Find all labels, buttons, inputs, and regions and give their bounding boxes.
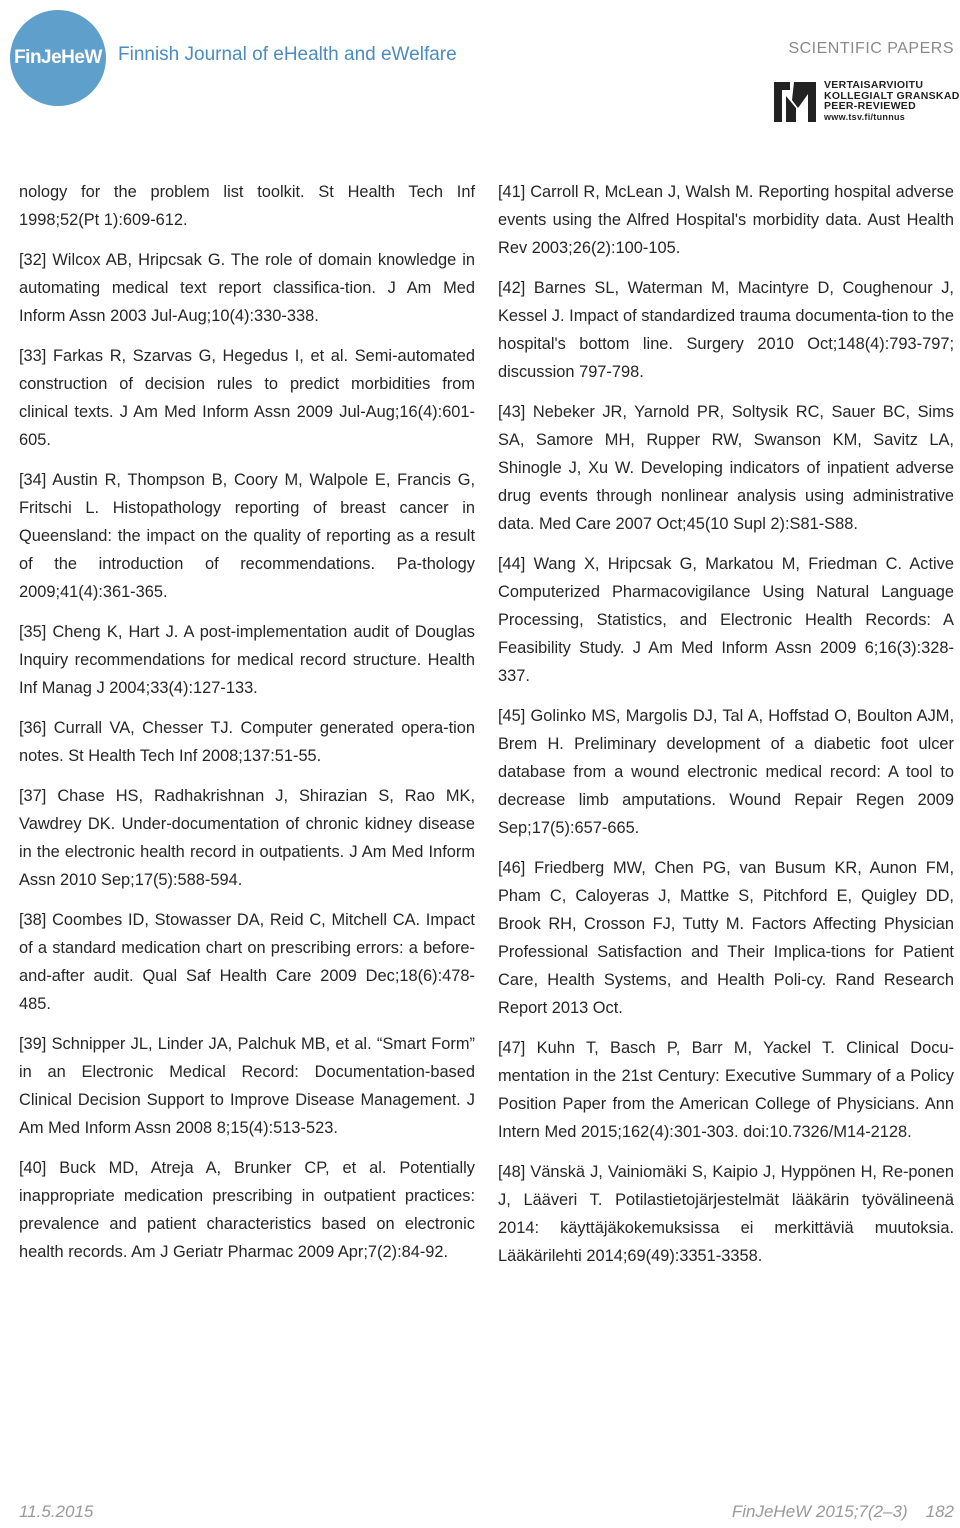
- reference-entry: [40] Buck MD, Atreja A, Brunker CP, et al. Potentially inappropriate medication prescribing in outpatient practices: prevalence and patient characteristics based on electronic health records. Am J Geriatr Pharmac 2009 Apr;7(2):84-92.: [19, 1159, 475, 1261]
- badge-text: [824, 80, 960, 122]
- badge-line-en: PEER-REVIEWED: [824, 100, 916, 113]
- footer-citation: FinJeHeW 2015;7(2–3): [731, 1502, 908, 1521]
- reference-entry: [35] Cheng K, Hart J. A post-implementation audit of Douglas Inquiry recommendations for medical record structure. Health Inf Manag J 2004;33(4):127-133.: [19, 623, 475, 697]
- reference-entry: [37] Chase HS, Radhakrishnan J, Shirazian S, Rao MK, Vawdrey DK. Under-documentation of chronic kidney disease in the electronic health record in outpatients. J Am Med Inform Assn 2010 Sep;17(5):588-594.: [19, 787, 475, 889]
- reference-entry: [33] Farkas R, Szarvas G, Hegedus I, et al. Semi-automated construction of decision rules to predict morbidities from clinical texts. J Am Med Inform Assn 2009 Jul-Aug;16(4):601-605.: [19, 347, 475, 449]
- badge-url: www.tsv.fi/tunnus: [824, 111, 906, 122]
- peer-review-logo-icon: [772, 78, 818, 124]
- reference-entry: [44] Wang X, Hripcsak G, Markatou M, Friedman C. Active Computerized Pharmacovigilance Using Natural Language Processing, Statistics, and Electronic Health Records: A Feasibility Study. J Am Med Inform Assn 2009 6;16(3):328-337.: [498, 555, 954, 685]
- journal-title: Finnish Journal of eHealth and eWelfare: [118, 44, 457, 65]
- reference-entry: [41] Carroll R, McLean J, Walsh M. Reporting hospital adverse events using the Alfred Hospital's morbidity data. Aust Health Rev 2003;26(2):100-105.: [498, 183, 954, 257]
- references-right-column: [498, 178, 954, 1282]
- badge-line-sv: KOLLEGIALT GRANSKAD: [824, 89, 960, 102]
- reference-entry: [47] Kuhn T, Basch P, Barr M, Yackel T. Clinical Docu-mentation in the 21st Century: Executive Summary of a Policy Position Paper from the American College of Physicians. Ann Intern Med 2015;162(4):301-303. doi:10.7326/M14-2128.: [498, 1039, 954, 1141]
- references-left-column: [19, 178, 475, 1278]
- reference-entry: [32] Wilcox AB, Hripcsak G. The role of domain knowledge in automating medical text report classifica-tion. J Am Med Inform Assn 2003 Jul-Aug;10(4):330-338.: [19, 251, 475, 325]
- badge-line-fi: VERTAISARVIOITU: [824, 79, 924, 91]
- footer-citation-block: [714, 1502, 954, 1522]
- footer-date: 11.5.2015: [19, 1502, 94, 1521]
- journal-logo: [10, 10, 106, 106]
- reference-entry: nology for the problem list toolkit. St Health Tech Inf 1998;52(Pt 1):609-612.: [19, 183, 475, 229]
- reference-entry: [36] Currall VA, Chesser TJ. Computer generated opera-tion notes. St Health Tech Inf 2008;137:51-55.: [19, 719, 475, 765]
- reference-entry: [45] Golinko MS, Margolis DJ, Tal A, Hoffstad O, Boulton AJM, Brem H. Preliminary development of a diabetic foot ulcer database from a wound electronic medical record: A tool to decrease limb amputations. Wound Repair Regen 2009 Sep;17(5):657-665.: [498, 707, 954, 837]
- reference-entry: [48] Vänskä J, Vainiomäki S, Kaipio J, Hyppönen H, Re-ponen J, Lääveri T. Potilastietojärjestelmät lääkärin työvälineenä 2014: käyttäjäkokemuksissa ei merkittäviä muutoksia. Lääkärilehti 2014;69(49):3351-3358.: [498, 1163, 954, 1265]
- reference-entry: [46] Friedberg MW, Chen PG, van Busum KR, Aunon FM, Pham C, Caloyeras J, Mattke S, Pitchford E, Quigley DD, Brook RH, Crosson FJ, Tutty M. Factors Affecting Physician Professional Satisfaction and Their Implica-tions for Patient Care, Health Systems, and Health Poli-cy. Rand Research Report 2013 Oct.: [498, 859, 954, 1017]
- logo-text: FinJeHeW: [14, 47, 102, 68]
- section-label: SCIENTIFIC PAPERS: [788, 40, 954, 57]
- reference-entry: [43] Nebeker JR, Yarnold PR, Soltysik RC, Sauer BC, Sims SA, Samore MH, Rupper RW, Swanson KM, Savitz LA, Shinogle J, Xu W. Developing indicators of inpatient adverse drug events through nonlinear analysis using administrative data. Med Care 2007 Oct;45(10 Supl 2):S81-S88.: [498, 403, 954, 533]
- peer-review-badge: [772, 78, 958, 126]
- page-number: 182: [925, 1502, 954, 1521]
- reference-entry: [34] Austin R, Thompson B, Coory M, Walpole E, Francis G, Fritschi L. Histopathology reporting of breast cancer in Queensland: the impact on the quality of reporting as a result of the introduction of recommendations. Pa-thology 2009;41(4):361-365.: [19, 471, 475, 601]
- reference-entry: [38] Coombes ID, Stowasser DA, Reid C, Mitchell CA. Impact of a standard medication chart on prescribing errors: a before-and-after audit. Qual Saf Health Care 2009 Dec;18(6):478-485.: [19, 911, 475, 1013]
- reference-entry: [39] Schnipper JL, Linder JA, Palchuk MB, et al. “Smart Form” in an Electronic Medical Record: Documentation-based Clinical Decision Support to Improve Disease Management. J Am Med Inform Assn 2008 8;15(4):513-523.: [19, 1035, 475, 1137]
- reference-entry: [42] Barnes SL, Waterman M, Macintyre D, Coughenour J, Kessel J. Impact of standardized trauma documenta-tion to the hospital's bottom line. Surgery 2010 Oct;148(4):793-797; discussion 797-798.: [498, 279, 954, 381]
